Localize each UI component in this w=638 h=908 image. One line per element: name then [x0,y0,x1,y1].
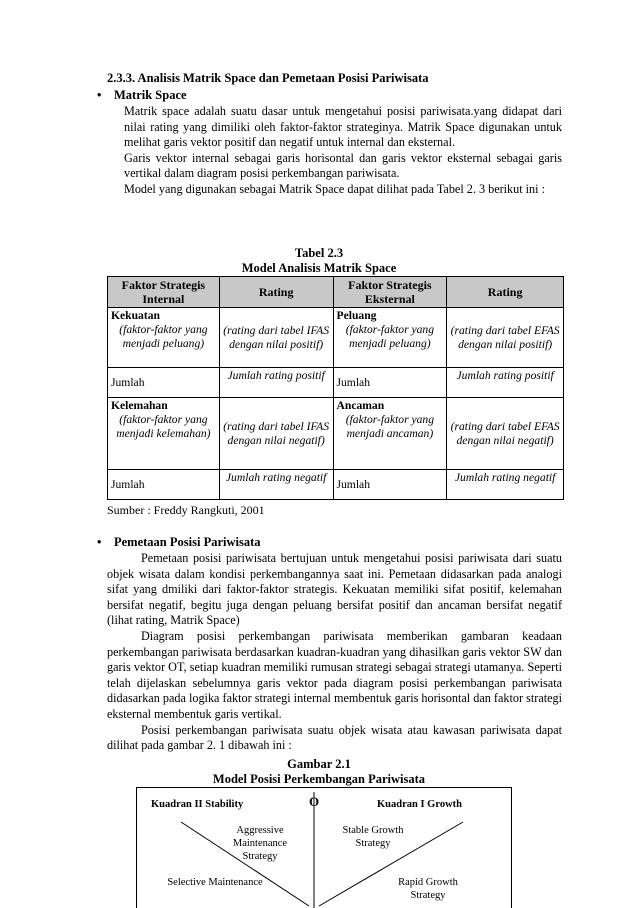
section-heading: 2.3.3. Analisis Matrik Space dan Pemetaan Posisi Pariwisata [107,71,429,85]
stable-label: Stable Growth Strategy [342,825,404,849]
table-cell: (rating dari tabel EFAS dengan nilai positif) [447,308,564,368]
table-cell: Jumlah [333,368,447,398]
p6-text: Posisi perkembangan pariwisata suatu objek wisata atau kawasan pariwisata dapat dilihat pada gambar 2. 1 dibawah ini : [107,722,562,753]
bullet-matrik-space: • Matrik Space [97,88,187,102]
bullet-icon: • [97,535,102,549]
table-cell: Jumlah rating negatif [219,470,333,500]
p2-text: Garis vektor internal sebagai garis horisontal dan garis vektor eksternal sebagai garis vertikal dalam diagram posisi perkembangan pariwisata. [124,150,562,181]
table-cell: Jumlah [108,470,220,500]
quadrant-1-label: Kuadran I Growth [377,799,462,810]
table-cell: Ancaman (faktor-faktor yang menjadi ancaman) [333,398,447,470]
bullet-icon: • [97,88,102,102]
position-diagram [136,787,512,908]
paragraph-2 [107,551,562,754]
table-cell: Peluang (faktor-faktor yang menjadi peluang) [333,308,447,368]
table-cell: Jumlah [333,470,447,500]
table-cell: Jumlah rating negatif [447,470,564,500]
p1-text: Matrik space adalah suatu dasar untuk mengetahui posisi pariwisata.yang didapat dari nilai rating yang dimiliki oleh faktor-faktor strateginya. Matrik Space digunakan untuk melihat garis vektor positif dan negatif untuk internal dan eksternal. [124,104,562,150]
p3-text: Model yang digunakan sebagai Matrik Space dapat dilihat pada Tabel 2. 3 berikut ini : [124,181,545,196]
table-row [108,398,564,470]
p5-text: Diagram posisi perkembangan pariwisata memberikan gambaran keadaan perkembangan pariwisata berdasarkan kuadran-kuadran yang dihasilkan garis vektor SW dan garis vektor OT, setiap kuadran memiliki rumusan strategi sebagai strategi utamanya. Seperti telah dijelaskan sebelumnya garis vektor pada diagram posisi perkembangan pariwisata didasarkan pada logika faktor strategi internal membentuk garis horisontal dan faktor strategi eksternal membentuk garis vertikal. [107,628,562,721]
axis-o-label: O [309,794,320,809]
bullet-pemetaan: • Pemetaan Posisi Pariwisata [97,535,261,549]
table-row [108,368,564,398]
table-cell: Jumlah rating positif [219,368,333,398]
table-row [108,308,564,368]
header-cell: Faktor Strategis Eksternal [333,277,447,308]
table-title: Tabel 2.3 Model Analisis Matrik Space [241,246,397,275]
table-cell: Kekuatan (faktor-faktor yang menjadi peluang) [108,308,220,368]
header-cell: Rating [219,277,333,308]
table-cell: Kelemahan (faktor-faktor yang menjadi kelemahan) [108,398,220,470]
table-cell: (rating dari tabel IFAS dengan nilai positif) [219,308,333,368]
table-source: Sumber : Freddy Rangkuti, 2001 [107,503,265,517]
header-cell: Faktor Strategis Internal [108,277,220,308]
table-cell: (rating dari tabel IFAS dengan nilai negatif) [219,398,333,470]
header-cell: Rating [447,277,564,308]
quadrant-2-label: Kuadran II Stability [151,799,244,810]
selective-label: Selective Maintenance [167,877,263,888]
figure-title: Gambar 2.1 Model Posisi Perkembangan Pariwisata [212,757,426,786]
matrix-space-table [107,276,564,500]
paragraph-1 [124,104,562,198]
aggressive-label: Aggressive Maintenance Strategy [232,825,288,862]
p4-text: Pemetaan posisi pariwisata bertujuan untuk mengetahui posisi pariwisata dari suatu objek wisata dalam kondisi perkembangannya saat ini. Pemetaan didasarkan pada analogi sifat yang dmiliki dari faktor-faktor strategis. Kekuatan memiliki sifat positif, kelemahan bersifat negatif, begitu juga dengan peluang bersifat positif dan ancaman bersifat negatif (lihat rating, Matrik Space) [107,551,562,628]
table-cell: (rating dari tabel EFAS dengan nilai negatif) [447,398,564,470]
rapid-label: Rapid Growth Strategy [398,877,458,901]
table-row [108,470,564,500]
table-cell: Jumlah [108,368,220,398]
table-header-row [108,277,564,308]
table-cell: Jumlah rating positif [447,368,564,398]
